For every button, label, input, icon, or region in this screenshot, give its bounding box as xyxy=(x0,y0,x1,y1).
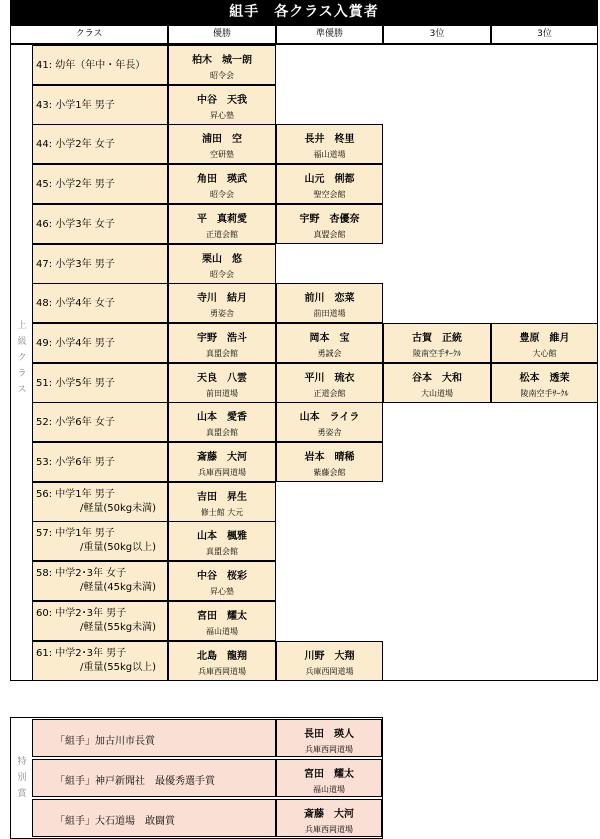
class-cell xyxy=(32,442,168,482)
winner-club: 兵庫西岡道場 xyxy=(305,825,353,834)
first-place-cell xyxy=(168,283,276,323)
winner-club: 勇姿舎 xyxy=(210,309,234,319)
class-name: 57: 中学1年 男子 xyxy=(36,528,115,540)
third-place-cell xyxy=(383,323,491,363)
class-cell xyxy=(32,402,168,442)
winner-name: 寺川 結月 xyxy=(197,293,247,305)
winner-club: 真盟会館 xyxy=(206,348,238,358)
winner-club: 真盟会館 xyxy=(313,229,346,239)
class-cell xyxy=(32,164,168,204)
special-row xyxy=(32,799,382,837)
page-title: 組手 各クラス入賞者 xyxy=(10,0,598,25)
winner-name: 北島 龍翔 xyxy=(197,650,247,662)
winner-name: 斎藤 大河 xyxy=(304,809,354,820)
first-place-cell xyxy=(168,204,276,244)
class-weight: /重量(50kg以上) xyxy=(80,542,157,554)
award-name: 「組手」加古川市長賞 xyxy=(32,719,276,757)
class-cell xyxy=(32,323,168,363)
winner-name: 平 真莉愛 xyxy=(197,213,247,225)
header-third-b: 3位 xyxy=(491,25,598,44)
special-row xyxy=(32,759,382,797)
winner-club: 真盟会館 xyxy=(206,428,238,438)
class-name: 49: 小学4年 男子 xyxy=(36,337,115,349)
table-row xyxy=(32,641,598,681)
class-name: 48: 小学4年 女子 xyxy=(36,298,115,310)
class-name: 52: 小学6年 女子 xyxy=(36,417,115,429)
winner-club: 陵南空手ｻｰｸﾙ xyxy=(413,348,461,358)
award-name: 「組手」神戸新聞社 最優秀選手賞 xyxy=(32,759,276,797)
first-place-cell xyxy=(168,85,276,125)
winner-club: 前田道場 xyxy=(206,388,238,398)
class-name: 47: 小学3年 男子 xyxy=(36,258,115,270)
winner-club: 陵南空手ｻｰｸﾙ xyxy=(520,388,569,398)
table-row xyxy=(32,561,598,601)
second-place-cell xyxy=(276,283,383,323)
table-row xyxy=(32,601,598,641)
winner-name: 川野 大翔 xyxy=(304,650,355,662)
class-name: 41: 幼年（年中・年長） xyxy=(36,60,146,71)
winner-club: 前田道場 xyxy=(313,309,346,319)
second-place-cell xyxy=(276,124,383,164)
class-cell xyxy=(32,641,168,681)
winner-name: 豊原 維月 xyxy=(519,332,570,344)
section-label: 上 級 ク ラ ス xyxy=(17,321,27,395)
special-row xyxy=(32,719,382,757)
winner-club: 兵庫西岡道場 xyxy=(305,745,353,754)
table-row xyxy=(32,521,598,561)
winner-name: 山本 愛香 xyxy=(197,412,247,424)
winner-name: 山本 ライラ xyxy=(299,412,360,424)
first-place-cell xyxy=(168,561,276,601)
winner-club: 空研塾 xyxy=(210,150,234,160)
table-row xyxy=(32,164,598,204)
second-place-cell xyxy=(276,363,383,403)
class-name: 43: 小学1年 男子 xyxy=(36,99,115,111)
winner-club: 勇姿舎 xyxy=(317,428,342,438)
table-row xyxy=(32,204,598,244)
first-place-cell xyxy=(168,601,276,641)
second-place-cell xyxy=(276,442,383,482)
winner-name: 岩本 晴稀 xyxy=(304,452,355,463)
award-winner-cell xyxy=(276,719,382,757)
winner-name: 宮田 耀太 xyxy=(304,769,354,780)
class-cell xyxy=(32,45,168,85)
winner-name: 柏木 城一朗 xyxy=(192,55,252,66)
winner-club: 大山道場 xyxy=(421,388,453,398)
winner-club: 昭令会 xyxy=(210,269,234,279)
second-place-cell xyxy=(276,323,383,363)
first-place-cell xyxy=(168,124,276,164)
winner-name: 宮田 耀太 xyxy=(197,610,247,622)
first-place-cell xyxy=(168,482,276,522)
winner-club: 聖空会館 xyxy=(313,190,346,200)
winner-name: 長田 瑛人 xyxy=(304,729,354,740)
winner-name: 長井 柊里 xyxy=(304,134,355,146)
class-weight: /重量(55kg以上) xyxy=(80,661,157,673)
header-first: 優勝 xyxy=(168,25,276,44)
table-row xyxy=(32,45,598,85)
winner-club: 勇誠会 xyxy=(317,348,342,358)
class-cell xyxy=(32,283,168,323)
second-place-cell xyxy=(276,641,383,681)
table-row xyxy=(32,283,598,323)
class-name: 44: 小学2年 女子 xyxy=(36,139,115,151)
winner-club: 兵庫西岡道場 xyxy=(305,666,354,676)
winner-name: 宇野 杏優奈 xyxy=(299,213,360,225)
winner-name: 浦田 空 xyxy=(202,134,242,146)
winner-club: 真盟会館 xyxy=(206,547,238,557)
first-place-cell xyxy=(168,323,276,363)
class-cell xyxy=(32,561,168,601)
class-cell xyxy=(32,482,168,522)
winner-club: 福山道場 xyxy=(313,785,345,794)
third-place-cell xyxy=(491,323,598,363)
table-row xyxy=(32,323,598,363)
winner-name: 岡本 宝 xyxy=(309,332,350,344)
table-row xyxy=(32,402,598,442)
class-cell xyxy=(32,85,168,125)
winner-club: 昭令会 xyxy=(210,190,234,200)
second-place-cell xyxy=(276,402,383,442)
class-cell xyxy=(32,601,168,641)
class-cell xyxy=(32,363,168,403)
winner-name: 宇野 浩斗 xyxy=(197,332,247,344)
winner-club: 福山道場 xyxy=(313,150,346,160)
winner-club: 紫藤会館 xyxy=(313,468,346,477)
third-place-cell xyxy=(383,363,491,403)
table-row xyxy=(32,85,598,125)
first-place-cell xyxy=(168,402,276,442)
winner-name: 天良 八雲 xyxy=(197,372,247,384)
first-place-cell xyxy=(168,45,276,85)
award-name: 「組手」大石道場 敢闘賞 xyxy=(32,799,276,837)
winner-name: 松本 透茉 xyxy=(519,372,570,384)
table-row xyxy=(32,124,598,164)
first-place-cell xyxy=(168,363,276,403)
winner-name: 吉田 昇生 xyxy=(197,491,247,503)
winner-name: 平川 琉衣 xyxy=(304,372,355,384)
class-name: 61: 中学2･3年 男子 xyxy=(36,647,127,659)
winner-name: 谷本 大和 xyxy=(412,372,462,384)
winner-club: 昇心塾 xyxy=(210,110,234,120)
winner-club: 兵庫西岡道場 xyxy=(198,666,246,676)
class-cell xyxy=(32,521,168,561)
winner-name: 前川 恋菜 xyxy=(304,293,355,305)
winner-name: 山本 楓雅 xyxy=(197,531,247,543)
winner-club: 正道会館 xyxy=(206,229,238,239)
first-place-cell xyxy=(168,641,276,681)
class-name: 51: 小学5年 男子 xyxy=(36,377,115,389)
class-name: 45: 小学2年 男子 xyxy=(36,179,115,191)
table-row xyxy=(32,363,598,403)
second-place-cell xyxy=(276,164,383,204)
winner-club: 正道会館 xyxy=(313,388,346,398)
special-label: 特 別 賞 xyxy=(17,757,27,799)
class-name: 53: 小学6年 男子 xyxy=(36,457,115,468)
table-row xyxy=(32,442,598,482)
award-winner-cell xyxy=(276,759,382,797)
class-cell xyxy=(32,244,168,284)
second-place-cell xyxy=(276,204,383,244)
header-second: 準優勝 xyxy=(276,25,383,44)
table-row xyxy=(32,482,598,522)
class-cell xyxy=(32,204,168,244)
class-weight: /軽量(50kg未満) xyxy=(80,502,157,514)
class-weight: /軽量(45kg未満) xyxy=(80,582,157,594)
winner-name: 中谷 桜彩 xyxy=(197,571,247,583)
winner-name: 栗山 悠 xyxy=(202,253,242,265)
winner-club: 福山道場 xyxy=(206,626,238,636)
winner-name: 古賀 正統 xyxy=(412,332,462,344)
class-name: 60: 中学2･3年 男子 xyxy=(36,607,127,619)
winner-name: 角田 瑛武 xyxy=(197,174,247,186)
winner-club: 大心館 xyxy=(532,348,557,358)
class-name: 46: 小学3年 女子 xyxy=(36,218,115,230)
header-third-a: 3位 xyxy=(383,25,491,44)
winner-name: 斎藤 大河 xyxy=(197,452,247,463)
table-row xyxy=(32,244,598,284)
award-winner-cell xyxy=(276,799,382,837)
third-place-cell xyxy=(491,363,598,403)
first-place-cell xyxy=(168,244,276,284)
winner-club: 昇心塾 xyxy=(210,587,234,597)
class-name: 56: 中学1年 男子 xyxy=(36,488,115,500)
class-weight: /軽量(55kg未満) xyxy=(80,621,157,633)
winner-name: 中谷 天我 xyxy=(197,94,247,106)
first-place-cell xyxy=(168,442,276,482)
class-cell xyxy=(32,124,168,164)
class-name: 58: 中学2･3年 女子 xyxy=(36,568,127,580)
winner-club: 兵庫西岡道場 xyxy=(198,468,246,477)
first-place-cell xyxy=(168,521,276,561)
header-class: クラス xyxy=(10,25,168,44)
winner-name: 山元 俐都 xyxy=(304,174,355,186)
winner-club: 昭令会 xyxy=(210,71,234,80)
winner-club: 修士館 大元 xyxy=(200,507,244,517)
first-place-cell xyxy=(168,164,276,204)
